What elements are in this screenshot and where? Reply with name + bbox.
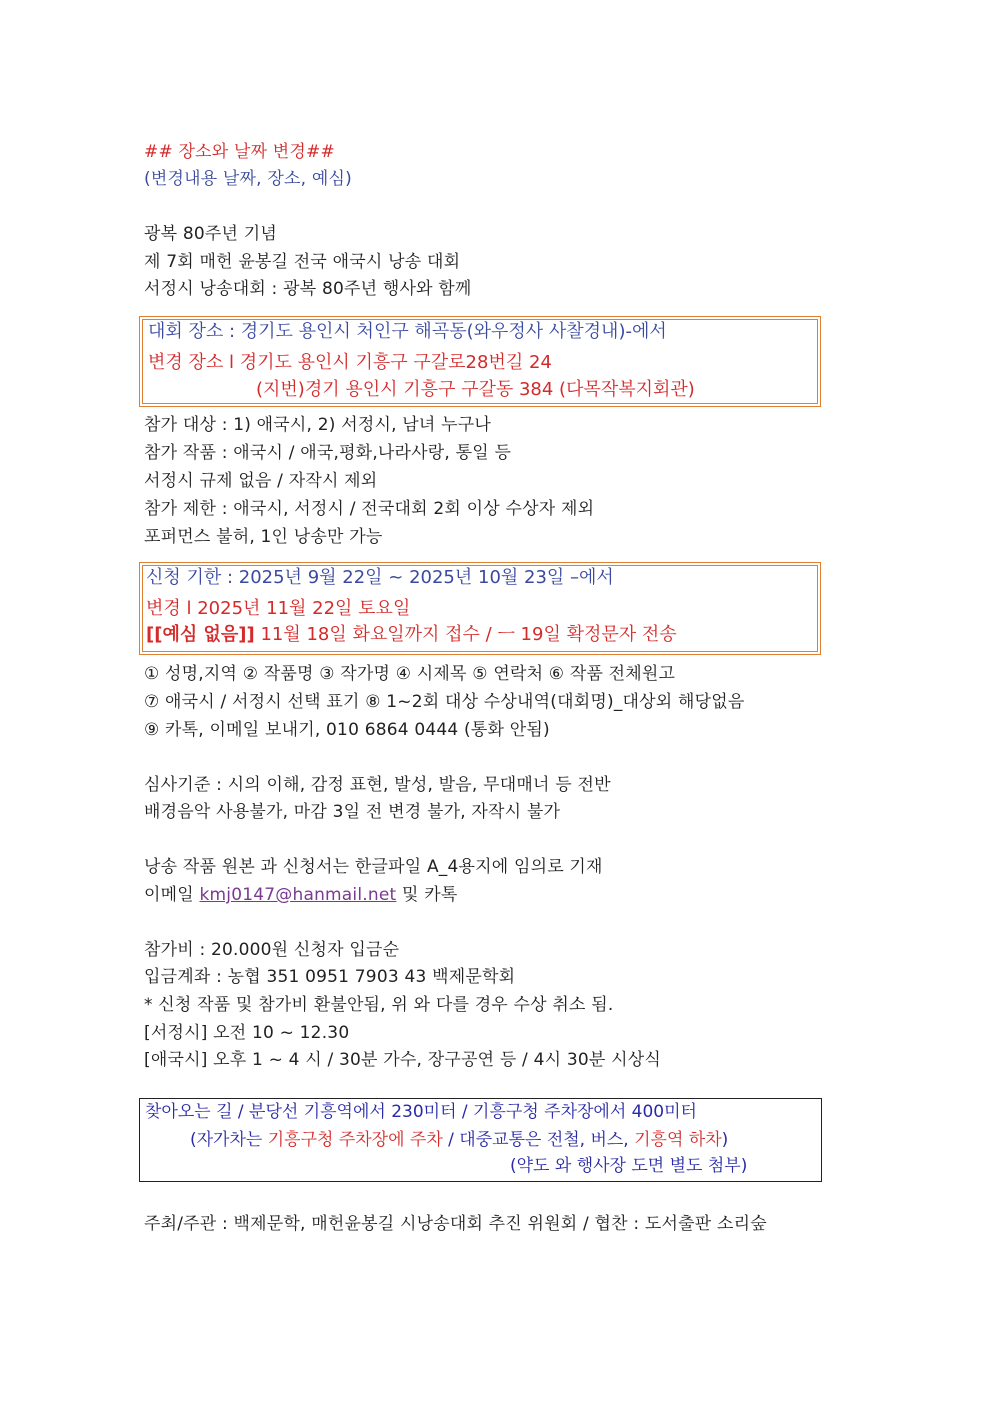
prelim-line [146, 621, 677, 649]
participation-line: 포퍼먼스 불허, 1인 낭송만 가능 [144, 527, 383, 547]
criteria-line: 배경음악 사용불가, 마감 3일 전 변경 불가, 자작시 불가 [144, 802, 561, 822]
parking-highlight: 기흥구청 주차장에 주차 [267, 1130, 443, 1150]
fee-line: * 신청 작품 및 참가비 환불안됨, 위 와 다를 경우 수상 취소 됨. [144, 995, 614, 1015]
directions-line: 찾아오는 길 / 분당선 기흥역에서 230미터 / 기흥구청 주차장에서 400미터 [145, 1102, 697, 1122]
directions-box [139, 1098, 822, 1182]
original-venue: 대회 장소 : 경기도 용인시 처인구 해곡동(와우정사 사찰경내)-에서 [148, 321, 667, 342]
email-suffix: 및 카톡 [396, 885, 458, 905]
requirement-line: ⑦ 애국시 / 서정시 선택 표기 ⑧ 1~2회 대상 수상내역(대회명)_대상외 해당없음 [144, 692, 745, 712]
requirement-line: ⑨ 카톡, 이메일 보내기, 010 6864 0444 (통화 안됨) [144, 720, 550, 740]
email-line [144, 883, 457, 907]
email-prefix: 이메일 [144, 885, 200, 905]
transit-text: / 대중교통은 전철, 버스, [442, 1130, 635, 1150]
email-link[interactable]: kmj0147@hanmail.net [199, 885, 397, 905]
fee-line: 입금계좌 : 농협 351 0951 7903 43 백제문학회 [144, 967, 516, 987]
venue-change-box [139, 316, 821, 407]
participation-line: 참가 대상 : 1) 애국시, 2) 서정시, 남녀 누구나 [144, 415, 491, 435]
notice-title: ## 장소와 날짜 변경## [144, 142, 335, 162]
intro-line: 광복 80주년 기념 [144, 224, 277, 244]
notice-subtitle: (변경내용 날짜, 장소, 예심) [144, 169, 352, 189]
parking-text: (자가차는 [190, 1130, 268, 1150]
schedule-line: [애국시] 오후 1 ~ 4 시 / 30분 가수, 장구공연 등 / 4시 30분 시상식 [144, 1050, 661, 1070]
criteria-line: 심사기준 : 시의 이해, 감정 표현, 발성, 발음, 무대매너 등 전반 [144, 775, 611, 795]
station-highlight: 기흥역 하차 [634, 1130, 722, 1150]
intro-line: 서정시 낭송대회 : 광복 80주년 행사와 함께 [144, 279, 472, 299]
intro-line: 제 7회 매헌 윤봉길 전국 애국시 낭송 대회 [144, 252, 461, 272]
prelim-label: [[예심 없음]] [146, 624, 255, 645]
participation-line: 참가 제한 : 애국시, 서정시 / 전국대회 2회 이상 수상자 제외 [144, 499, 595, 519]
submission-line: 낭송 작품 원본 과 신청서는 한글파일 A_4용지에 임의로 기재 [144, 857, 603, 877]
parking-line [190, 1127, 728, 1153]
organizer-footer: 주최/주관 : 백제문학, 매헌윤봉길 시낭송대회 추진 위원회 / 협찬 : 도서출판 소리숲 [144, 1214, 767, 1234]
participation-line: 참가 작품 : 애국시 / 애국,평화,나라사랑, 통일 등 [144, 443, 512, 463]
original-deadline: 신청 기한 : 2025년 9월 22일 ~ 2025년 10월 23일 –에서 [146, 567, 614, 588]
changed-deadline: 변경 l 2025년 11월 22일 토요일 [146, 598, 411, 619]
requirement-line: ① 성명,지역 ② 작품명 ③ 작가명 ④ 시제목 ⑤ 연락처 ⑥ 작품 전체원고 [144, 664, 676, 684]
participation-line: 서정시 규제 없음 / 자작시 제외 [144, 471, 378, 491]
changed-venue: 변경 장소 l 경기도 용인시 기흥구 구갈로28번길 24 [148, 352, 552, 373]
paren-close: ) [721, 1130, 729, 1150]
deadline-change-box [139, 562, 821, 655]
prelim-rest: 11월 18일 화요일까지 접수 / ㅡ 19일 확정문자 전송 [260, 624, 677, 645]
schedule-line: [서정시] 오전 10 ~ 12.30 [144, 1023, 350, 1043]
fee-line: 참가비 : 20.000원 신청자 입금순 [144, 940, 400, 960]
lot-address: (지번)경기 용인시 기흥구 구갈동 384 (다목작복지회관) [256, 379, 695, 400]
map-note: (약도 와 행사장 도면 별도 첨부) [510, 1156, 748, 1176]
